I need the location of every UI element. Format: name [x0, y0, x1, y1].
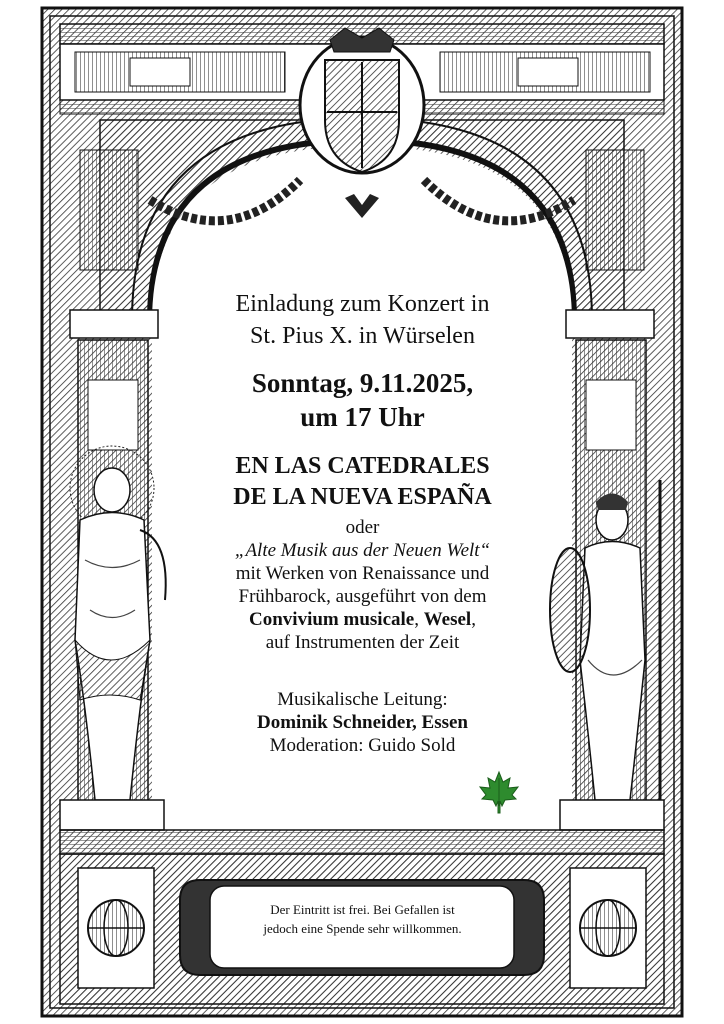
maple-leaf-icon — [478, 770, 520, 814]
title-line-1: EN LAS CATEDRALES — [235, 453, 490, 479]
works-line-1: mit Werken von Renaissance und — [235, 563, 490, 584]
concert-title — [190, 451, 535, 513]
date-line-2: um 17 Uhr — [300, 402, 425, 432]
invitation-line-2: St. Pius X. in Würselen — [250, 323, 475, 349]
date-line-1: Sonntag, 9.11.2025, — [251, 368, 474, 398]
works-line-2: Frühbarock, ausgeführt von dem — [238, 586, 487, 607]
entry-notice — [225, 900, 500, 938]
credits — [190, 688, 535, 757]
ensemble-name: Convivium musicale — [249, 609, 415, 630]
notice-line-1: Der Eintritt ist frei. Bei Gefallen ist — [270, 902, 455, 917]
moderation-line: Moderation: Guido Sold — [269, 735, 456, 756]
concert-date — [190, 366, 535, 434]
invitation-line-1: Einladung zum Konzert in — [235, 291, 490, 317]
leader-city: Essen — [421, 712, 468, 733]
leader-name: Dominik Schneider — [257, 712, 413, 733]
globe-icon — [580, 900, 636, 956]
leader-label: Musikalische Leitung: — [277, 689, 448, 710]
concert-description — [190, 516, 535, 654]
ensemble-end: , — [471, 609, 476, 630]
instruments-line: auf Instrumenten der Zeit — [265, 632, 460, 653]
title-line-2: DE LA NUEVA ESPAÑA — [233, 484, 492, 510]
invitation-heading — [190, 288, 535, 352]
ensemble-separator: , — [414, 609, 424, 630]
ensemble-line — [190, 608, 535, 631]
notice-line-2: jedoch eine Spende sehr willkommen. — [263, 921, 462, 936]
globe-icon — [88, 900, 144, 956]
or-text: oder — [345, 517, 380, 538]
leader-line — [190, 711, 535, 734]
ensemble-city: Wesel — [423, 609, 472, 630]
leader-separator: , — [412, 712, 422, 733]
concert-subtitle: „Alte Musik aus der Neuen Welt“ — [234, 540, 491, 561]
